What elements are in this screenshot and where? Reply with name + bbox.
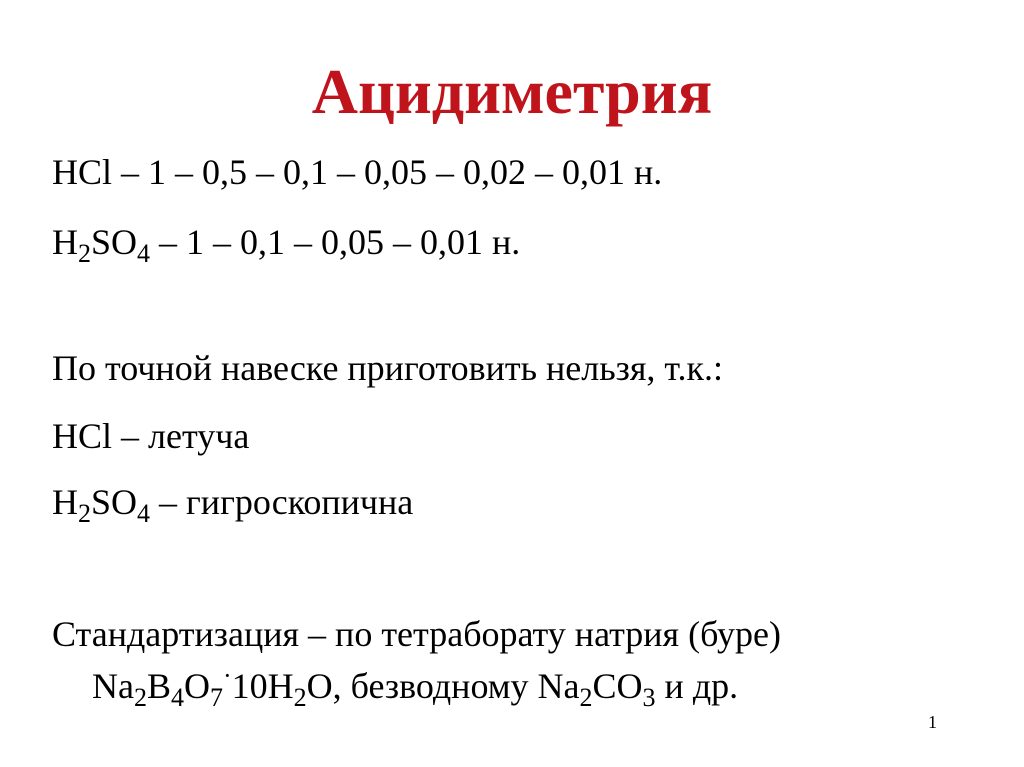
formula-part: и др. (655, 666, 739, 706)
h2so4-hygroscopic-line (52, 480, 414, 528)
formula-part: B (146, 666, 171, 706)
formula-subscript: 2 (293, 683, 307, 712)
hcl-volatile-line (52, 414, 249, 458)
standardization-line (52, 612, 781, 656)
formula-part: H (52, 222, 78, 262)
hcl-concentrations-line (52, 150, 662, 194)
formula-subscript: 3 (642, 683, 656, 712)
cannot-prepare-text: По точной навеске приготовить нельзя, т.к.: (52, 348, 723, 388)
page-number: 1 (928, 712, 937, 732)
formula-subscript: 4 (137, 239, 151, 268)
formula-subscript: 7 (210, 683, 223, 712)
formula-part: Na (92, 666, 134, 706)
hydrate-dot: · (223, 661, 232, 690)
h2so4-concentrations-line (52, 220, 521, 268)
formula-subscript: 4 (137, 499, 151, 528)
cannot-prepare-line (52, 346, 723, 390)
formula-part: CO (592, 666, 643, 706)
h2so4-hygroscopic-text: – гигроскопична (150, 482, 414, 522)
formula-part: SO (91, 222, 138, 262)
h2so4-concentrations-text: – 1 – 0,1 – 0,05 – 0,01 н. (150, 222, 521, 262)
slide-title: Ацидиметрия (311, 56, 713, 127)
formula-subscript: 2 (133, 683, 147, 712)
formula-part: SO (91, 482, 138, 522)
standardization-text: Стандартизация – по тетраборату натрия (буре) (52, 614, 782, 654)
formula-subscript: 4 (171, 683, 184, 712)
formula-subscript: 2 (78, 239, 91, 268)
formula-part: O, безводному Na (306, 666, 580, 706)
formula-part: 10H (231, 666, 294, 706)
hcl-concentrations-text: HCl – 1 – 0,5 – 0,1 – 0,05 – 0,02 – 0,01 н. (52, 152, 663, 192)
formula-part: O (184, 666, 210, 706)
hcl-volatile-text: HCl – летуча (52, 416, 250, 456)
formula-subscript: 2 (579, 683, 593, 712)
formula-part: H (52, 482, 78, 522)
standardization-formulas-line (92, 661, 739, 712)
formula-subscript: 2 (78, 499, 91, 528)
